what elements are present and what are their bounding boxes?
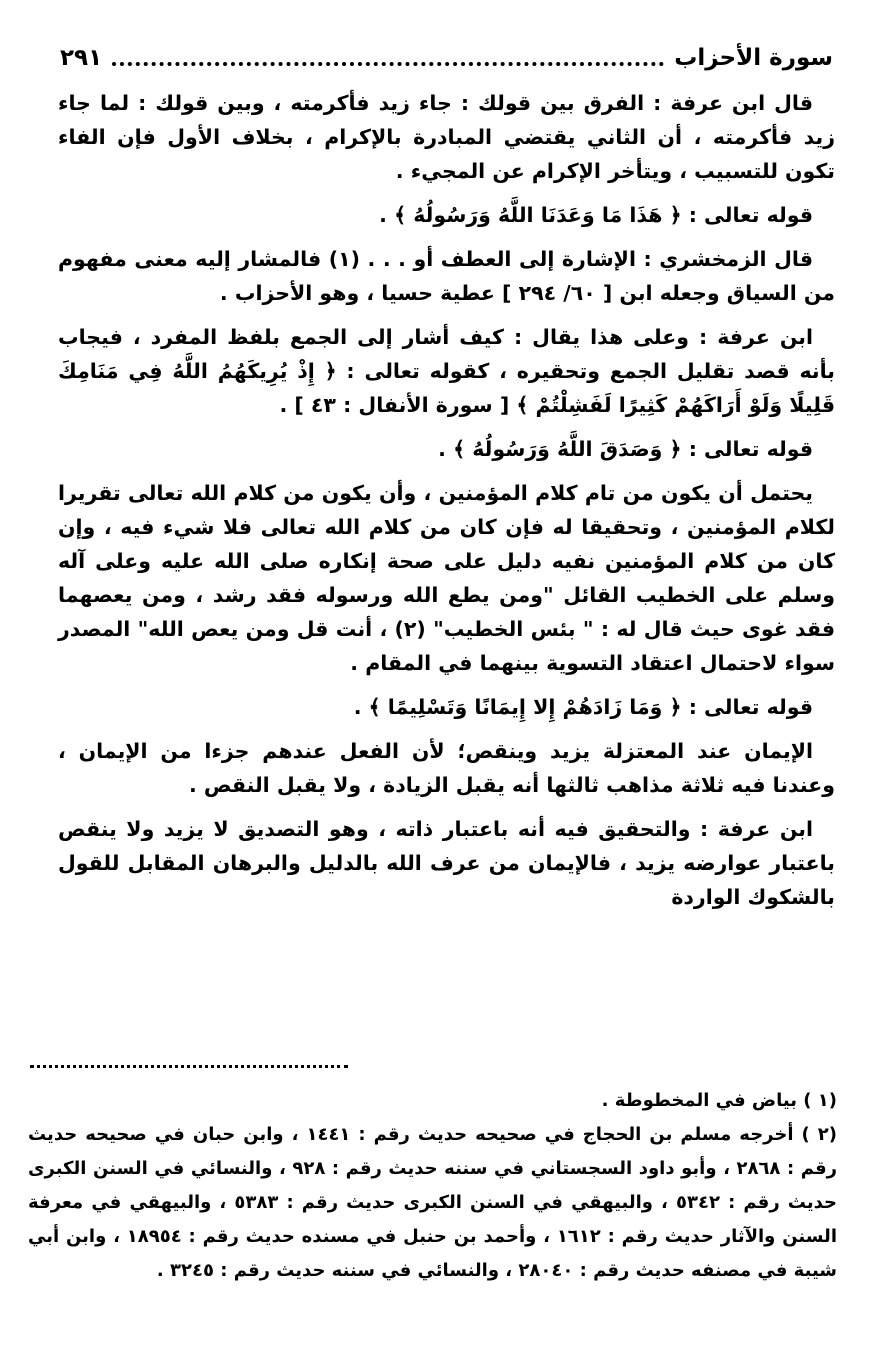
surah-title: سورة الأحزاب	[674, 45, 833, 71]
footnotes	[28, 1084, 837, 1288]
paragraph: ابن عرفة : والتحقيق فيه أنه باعتبار ذاته ، وهو التصديق لا يزيد ولا ينقص باعتبار عوارضه يزيد ، فالإيمان من عرف الله بالدليل والبرهان المقابل للقول بالشكوك الواردة	[58, 817, 835, 909]
footnote: (٢ ) أخرجه مسلم بن الحجاج في صحيحه حديث رقم : ١٤٤١ ، وابن حبان في صحيحه حديث رقم : ٢٨٦٨ ، وأبو داود السجستاني في سننه حديث رقم : ٩٢٨ ، والنسائي في السنن الكبرى حديث رقم : ٥٣٤٢ ، والبيهقي في السنن الكبرى حديث رقم : ٥٣٨٣ ، والبيهقي في معرفة السنن والآثار حديث رقم : ١٦١٢ ، وأحمد بن حنبل في مسنده حديث رقم : ١٨٩٥٤ ، وابن أبي شيبة في مصنفه حديث رقم : ٢٨٠٤٠ ، والنسائي في سننه حديث رقم : ٣٢٤٥ .	[28, 1124, 837, 1281]
header-dot-leader	[112, 62, 664, 66]
verse-citation: قوله تعالى : ﴿ هَذَا مَا وَعَدَنَا اللَّهُ وَرَسُولُهُ ﴾ .	[379, 203, 813, 227]
paragraph: يحتمل أن يكون من تام كلام المؤمنين ، وأن يكون من كلام الله تعالى تقريرا لكلام المؤمنين ، وتحقيقا له فإن كان من كلام الله تعالى فلا شيء فيه ، وإن كان من كلام المؤمنين نفيه دليل على صحة إنكاره صلى الله عليه وعلى آله وسلم على الخطيب القائل "ومن يطع الله ورسوله فقد رشد ، ومن يعصهما فقد غوى حيث قال له : " بئس الخطيب" (٢) ، أنت قل ومن يعص الله" المصدر سواء لاحتمال اعتقاد التسوية بينهما في المقام .	[58, 481, 835, 675]
running-header	[60, 38, 833, 78]
footnote: (١ ) بياض في المخطوطة .	[601, 1090, 837, 1111]
verse-citation: قوله تعالى : ﴿ وَمَا زَادَهُمْ إِلا إِيمَانًا وَتَسْلِيمًا ﴾ .	[353, 695, 813, 719]
verse-citation: قوله تعالى : ﴿ وَصَدَقَ اللَّهُ وَرَسُولُهُ ﴾ .	[438, 437, 813, 461]
page-number: ٢٩١	[60, 45, 103, 71]
paragraph: قال ابن عرفة : الفرق بين قولك : جاء زيد فأكرمته ، وبين قولك : لما جاء زيد فأكرمته ، أن الثاني يقتضي المبادرة بالإكرام ، بخلاف الأول فإن الفاء تكون للتسبيب ، ويتأخر الإكرام عن المجيء .	[58, 91, 835, 183]
paragraph: قال الزمخشري : الإشارة إلى العطف أو . . . (١) فالمشار إليه معنى مفهوم من السياق وجعله ابن [ ٦٠/ ٢٩٤ ] عطية حسيا ، وهو الأحزاب .	[58, 247, 835, 305]
paragraph: ابن عرفة : وعلى هذا يقال : كيف أشار إلى الجمع بلفظ المفرد ، فيجاب بأنه قصد تقليل الجمع وتحقيره ، كقوله تعالى : ﴿ إِذْ يُرِيكَهُمُ اللَّهُ فِي مَنَامِكَ قَلِيلًا وَلَوْ أَرَاكَهُمْ كَثِيرًا لَفَشِلْتُمْ ﴾ [ سورة الأنفال : ٤٣ ] .	[58, 325, 835, 417]
main-text	[58, 86, 835, 924]
paragraph: الإيمان عند المعتزلة يزيد وينقص؛ لأن الفعل عندهم جزءا من الإيمان ، وعندنا فيه ثلاثة مذاهب ثالثها أنه يقبل الزيادة ، ولا يقبل النقص .	[58, 739, 835, 797]
footnote-separator	[30, 1065, 348, 1068]
